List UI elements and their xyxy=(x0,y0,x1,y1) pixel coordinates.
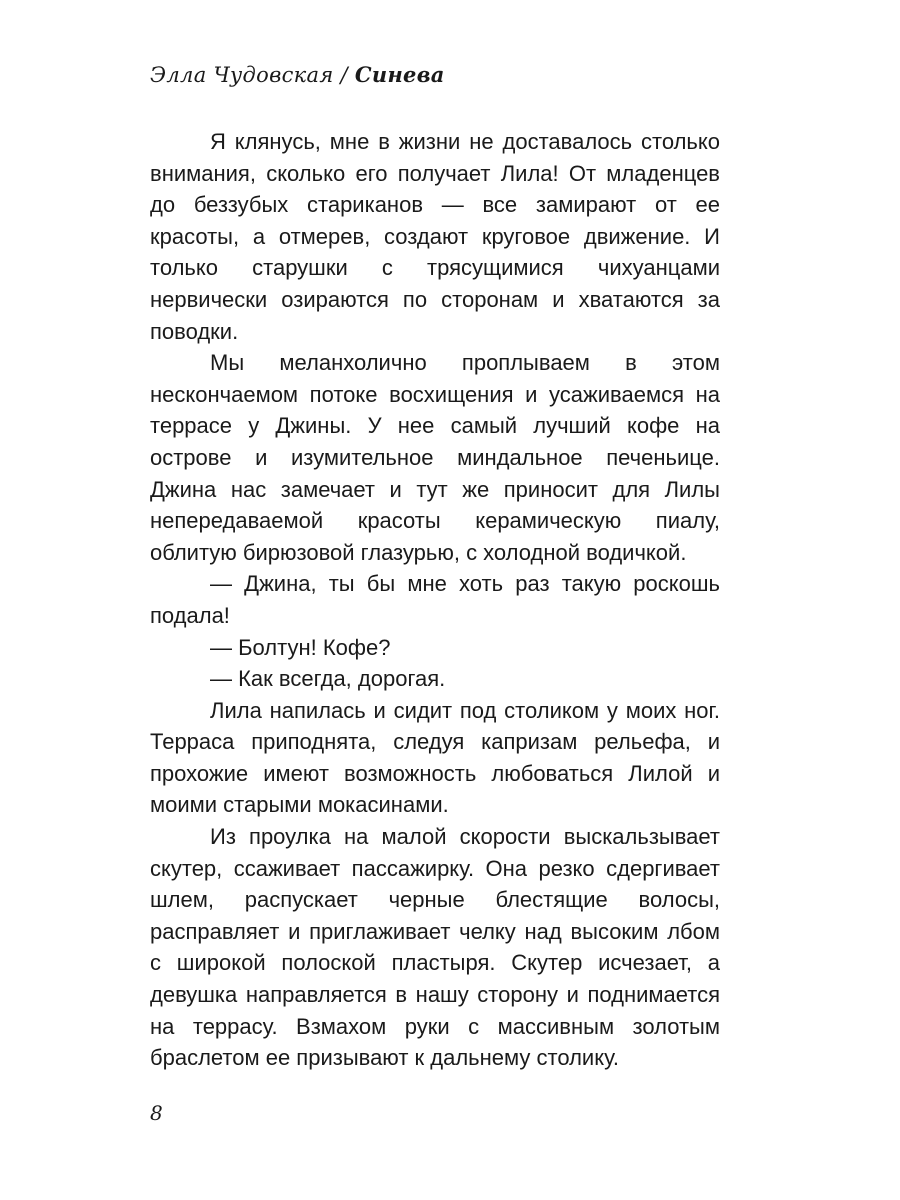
paragraph: Мы меланхолично проплываем в этом нескончаемом потоке восхищения и усаживаемся на террасе у Джины. У нее самый лучший кофе на острове и изумительное миндальное печеньице. Джина нас замечает и тут же приносит для Лилы непередаваемой красоты керамическую пиалу, облитую бирюзовой глазурью, с холодной водичкой. xyxy=(150,350,720,565)
body-text xyxy=(150,126,720,1074)
header-author: Элла Чудовская xyxy=(150,63,334,87)
page-number: 8 xyxy=(150,1101,163,1125)
paragraph: Лила напилась и сидит под столиком у моих ног. Терраса приподнята, следуя капризам рельефа, и прохожие имеют возможность любоваться Лилой и моими старыми мокасинами. xyxy=(150,697,720,818)
header-title: Синева xyxy=(354,62,445,87)
paragraph: Я клянусь, мне в жизни не доставалось столько внимания, сколько его получает Лила! От младенцев до беззубых стариканов — все замирают от ее красоты, а отмерев, создают круговое движение. И только старушки с трясущимися чихуанцами нервически озираются по сторонам и хватаются за поводки. xyxy=(150,129,720,344)
paragraph: Из проулка на малой скорости выскальзывает скутер, ссаживает пассажирку. Она резко сдергивает шлем, распускает черные блестящие волосы, расправляет и приглаживает челку над высоким лбом с широкой полоской пластыря. Скутер исчезает, а девушка направляется в нашу сторону и поднимается на террасу. Взмахом руки с массивным золотым браслетом ее призывают к дальнему столику. xyxy=(150,824,720,1071)
dialogue-line: — Джина, ты бы мне хоть раз такую роскошь подала! xyxy=(150,571,720,628)
dialogue-line: — Как всегда, дорогая. xyxy=(210,666,446,692)
header-separator: / xyxy=(333,63,355,87)
running-header xyxy=(150,62,445,87)
dialogue-line: — Болтун! Кофе? xyxy=(210,634,391,660)
